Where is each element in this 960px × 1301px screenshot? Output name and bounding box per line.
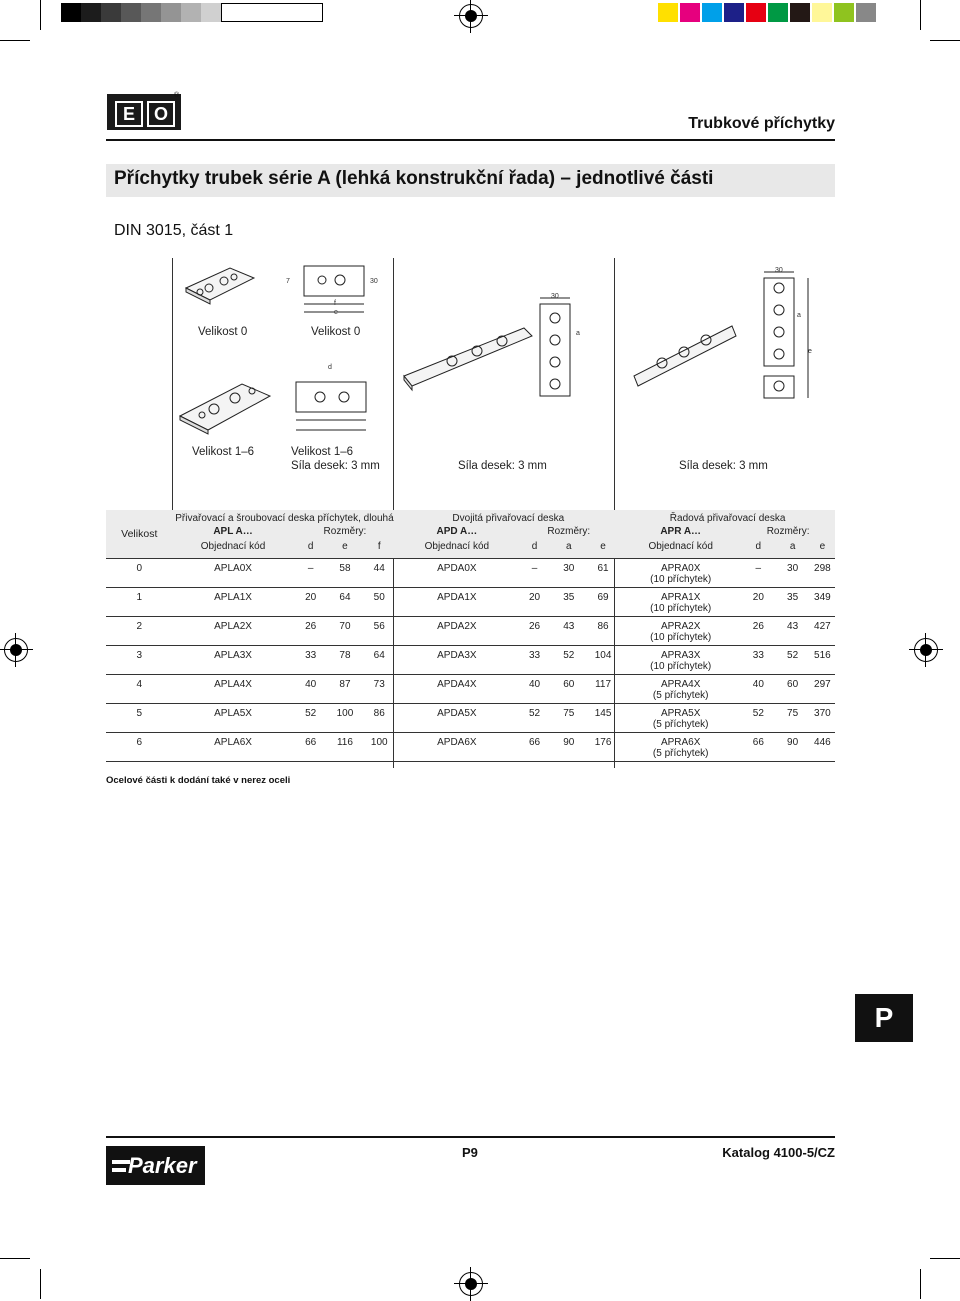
table-row: [106, 703, 835, 732]
cell-apl-e: [328, 558, 362, 587]
size-cell: [106, 616, 173, 645]
cell-apl-d-value: 52: [305, 707, 317, 719]
cell-apl-f-value: 56: [373, 620, 385, 632]
cell-apd-a-value: 43: [563, 620, 575, 632]
cell-apl-f-value: 50: [373, 591, 385, 603]
cell-apd-a-value: 75: [563, 707, 575, 719]
cell-apd-e: [586, 587, 620, 616]
cell-apl-value: APLA6X: [214, 736, 252, 748]
gray-swatch: [81, 3, 101, 22]
cell-apd-e: [586, 616, 620, 645]
cell-apl-e: [328, 703, 362, 732]
cell-apr: [620, 616, 741, 645]
table-row: [106, 732, 835, 761]
section-tab: P: [855, 994, 913, 1042]
cell-apl-d-value: 26: [305, 620, 317, 632]
group-header-apd: Dvojitá přivařovací deska: [452, 513, 565, 524]
cell-apd-a-value: 35: [563, 591, 575, 603]
cell-apl-f: [362, 703, 396, 732]
cell-apl-d: [294, 587, 328, 616]
cell-apl-value: APLA5X: [214, 707, 252, 719]
apr-package-note: (5 příchytek): [652, 689, 709, 701]
gray-swatch: [201, 3, 221, 22]
cell-apl: [173, 645, 294, 674]
apl-dim-header: Rozměry:: [323, 526, 367, 537]
cell-apd: [396, 558, 517, 587]
cell-apr: [620, 645, 741, 674]
cell-apr-e: [810, 558, 835, 587]
cell-apr-e: [810, 732, 835, 761]
cell-apr-d: [741, 732, 775, 761]
cell-apd-d-value: 26: [528, 620, 541, 632]
cell-apl-e-value: 78: [339, 649, 351, 661]
cell-apl-d: [294, 558, 328, 587]
dim-a-header: a: [566, 541, 572, 552]
size-cell-value: 2: [136, 620, 143, 632]
cell-apr-d-value: –: [755, 562, 762, 574]
cell-apd-d: [517, 645, 551, 674]
gray-swatch: [181, 3, 201, 22]
cell-apl-e-value: 100: [336, 707, 354, 719]
cell-apl-f-value: 86: [373, 707, 385, 719]
cell-apl-e-value: 87: [339, 678, 351, 690]
color-swatch: [812, 3, 832, 22]
cell-apr-value: APRA5X: [660, 707, 701, 719]
cell-apr-d: [741, 703, 775, 732]
color-swatch: [834, 3, 854, 22]
dim-f-header: f: [377, 541, 381, 552]
dim-e-header: e: [819, 541, 826, 552]
crop-mark: [920, 0, 921, 30]
cell-apr-a: [775, 674, 809, 703]
crop-mark: [0, 1258, 30, 1259]
cell-apl-value: APLA1X: [214, 591, 252, 603]
size-cell-value: 0: [136, 562, 143, 574]
color-swatch: [702, 3, 722, 22]
cell-apd-d: [517, 703, 551, 732]
crop-mark: [930, 40, 960, 41]
crop-mark: [920, 1269, 921, 1299]
cell-apd-value: APDA0X: [437, 562, 477, 574]
apr-dim-header: Rozměry:: [766, 526, 810, 537]
gray-swatch: [61, 3, 81, 22]
cell-apr: [620, 558, 741, 587]
thickness-label: Síla desek: 3 mm: [458, 460, 547, 472]
registration-mark-icon: [914, 638, 938, 662]
apl-code-header: APL A…: [213, 526, 253, 537]
cell-apr: [620, 587, 741, 616]
cell-apd-a: [552, 616, 586, 645]
size-label: Velikost 0: [311, 326, 361, 338]
size-cell: [106, 732, 173, 761]
cell-apl-e-value: 58: [339, 562, 351, 574]
footnote: Ocelové části k dodání také v nerez oceli: [106, 775, 291, 786]
dim-label: a: [797, 312, 801, 319]
cell-apr: [620, 703, 741, 732]
apr-package-note: (5 příchytek): [652, 718, 709, 730]
cell-apr-d: [741, 674, 775, 703]
size-cell: [106, 645, 173, 674]
cell-apr-value: APRA2X: [660, 620, 701, 632]
cell-apr-a-value: 43: [787, 620, 799, 632]
cell-apd-d-value: 66: [528, 736, 541, 748]
cell-apd-a: [552, 558, 586, 587]
cell-apl: [173, 558, 294, 587]
cell-apd: [396, 645, 517, 674]
cell-apl-d: [294, 616, 328, 645]
catalog-number: Katalog 4100-5/CZ: [722, 1145, 835, 1160]
cell-apl-f: [362, 616, 396, 645]
cell-apl-e: [328, 587, 362, 616]
header-rule: [106, 139, 835, 141]
cell-apr-a-value: 35: [787, 591, 799, 603]
page-number: P9: [462, 1145, 478, 1160]
crop-mark: [40, 1269, 41, 1299]
cell-apd-a: [552, 587, 586, 616]
cell-apd-d-value: 52: [528, 707, 541, 719]
crop-mark: [0, 40, 30, 41]
cell-apl: [173, 732, 294, 761]
size-cell: [106, 587, 173, 616]
color-swatch: [790, 3, 810, 22]
cell-apd: [396, 616, 517, 645]
dim-label: e: [808, 348, 812, 355]
size-cell-value: 1: [136, 591, 143, 603]
technical-drawings: [172, 258, 835, 510]
cell-apl-f-value: 100: [370, 736, 388, 748]
cell-apr-value: APRA6X: [660, 736, 701, 748]
cell-apr-value: APRA0X: [660, 562, 701, 574]
cell-apr-d: [741, 645, 775, 674]
dim-label: d: [328, 364, 332, 371]
cell-apd-a-value: 52: [563, 649, 575, 661]
cell-apr-e: [810, 645, 835, 674]
cell-apr-d-value: 33: [752, 649, 764, 661]
cell-apd-value: APDA1X: [437, 591, 477, 603]
parker-brand: Parker: [128, 1153, 197, 1178]
cell-apr-a-value: 52: [787, 649, 799, 661]
cell-apd-d: [517, 616, 551, 645]
cell-apd-e-value: 86: [597, 620, 609, 632]
thickness-label: Síla desek: 3 mm: [679, 460, 768, 472]
dim-label: a: [576, 330, 580, 337]
size-cell: [106, 703, 173, 732]
apr-package-note: (10 příchytek): [650, 573, 712, 585]
dimensions-table: [106, 510, 835, 762]
color-swatch: [768, 3, 788, 22]
cell-apd-d-value: 20: [528, 591, 541, 603]
cell-apd-e: [586, 645, 620, 674]
cell-apl-d-value: 40: [305, 678, 317, 690]
cell-apr-e: [810, 587, 835, 616]
parker-logo-stripe: [112, 1168, 126, 1172]
cell-apd-e-value: 61: [597, 562, 609, 574]
cell-apl-f: [362, 674, 396, 703]
order-code-header: Objednací kód: [648, 541, 713, 552]
apr-package-note: (10 příchytek): [650, 660, 712, 672]
gray-swatch: [121, 3, 141, 22]
cell-apl-e-value: 70: [339, 620, 351, 632]
dim-d-header: d: [307, 541, 314, 552]
cell-apr-a-value: 30: [787, 562, 799, 574]
cell-apd-a-value: 60: [563, 678, 575, 690]
cell-apr-a: [775, 703, 809, 732]
size-label: Velikost 0: [198, 326, 248, 338]
cell-apr-d-value: 66: [752, 736, 764, 748]
title-band: [106, 164, 835, 197]
cell-apd: [396, 732, 517, 761]
logo-letter-e: E: [115, 101, 143, 127]
table-row: [106, 587, 835, 616]
cell-apl-d-value: –: [307, 562, 314, 574]
thickness-label: Síla desek: 3 mm: [291, 460, 380, 472]
dim-label: f: [334, 300, 336, 307]
group-header-apl: Přivařovací a šroubovací deska příchytek, dlouhá: [175, 513, 394, 524]
cell-apr-e-value: 446: [814, 736, 831, 748]
dim-e-header: e: [600, 541, 606, 552]
cell-apd-e-value: 176: [594, 736, 612, 748]
apd-code-header: APD A…: [436, 526, 478, 537]
cell-apd-value: APDA5X: [437, 707, 477, 719]
cell-apl-value: APLA0X: [214, 562, 252, 574]
eo-logo: [107, 94, 181, 130]
crop-mark: [40, 0, 41, 30]
size-cell-value: 3: [136, 649, 143, 661]
col-velikost: Velikost: [121, 527, 158, 540]
cell-apd-e: [586, 674, 620, 703]
cell-apd-a-value: 30: [563, 562, 575, 574]
size-cell-value: 5: [136, 707, 143, 719]
cell-apr-a: [775, 558, 809, 587]
registered-mark: ®: [174, 92, 180, 99]
cell-apr-a-value: 75: [787, 707, 799, 719]
order-code-header: Objednací kód: [424, 541, 490, 552]
size-cell: [106, 674, 173, 703]
size-cell-value: 4: [136, 678, 143, 690]
dim-label: 30: [370, 278, 378, 285]
cell-apr-a: [775, 645, 809, 674]
footer-rule: [106, 1136, 835, 1138]
cell-apd-a-value: 90: [563, 736, 575, 748]
cell-apd-a: [552, 674, 586, 703]
cell-apr-a-value: 90: [787, 736, 799, 748]
cell-apd-e-value: 117: [595, 678, 612, 690]
color-swatch: [746, 3, 766, 22]
cell-apr-a: [775, 732, 809, 761]
cell-apl: [173, 674, 294, 703]
cell-apr-d-value: 20: [752, 591, 764, 603]
color-swatch: [724, 3, 744, 22]
cell-apl-f-value: 73: [373, 678, 385, 690]
cell-apr-a: [775, 616, 809, 645]
cell-apd-e: [586, 703, 620, 732]
cell-apl-value: APLA2X: [214, 620, 252, 632]
order-code-header: Objednací kód: [200, 541, 266, 552]
cell-apr-value: APRA3X: [660, 649, 701, 661]
cell-apd: [396, 674, 517, 703]
cell-apl-e: [328, 616, 362, 645]
cell-apl-f: [362, 645, 396, 674]
color-swatch: [856, 3, 876, 22]
cell-apd-a: [552, 645, 586, 674]
cell-apl-d-value: 20: [305, 591, 317, 603]
cell-apd-d: [517, 674, 551, 703]
cell-apl-value: APLA3X: [214, 649, 252, 661]
size-cell-value: 6: [136, 736, 143, 748]
dim-label: 7: [286, 278, 290, 285]
apr-package-note: (5 příchytek): [652, 747, 709, 759]
cell-apd-e-value: 69: [597, 591, 609, 603]
cell-apl-f-value: 44: [373, 562, 385, 574]
cell-apr: [620, 732, 741, 761]
cell-apd: [396, 703, 517, 732]
cell-apd-e-value: 104: [594, 649, 612, 661]
cell-apl-e-value: 64: [339, 591, 351, 603]
crop-mark: [930, 1258, 960, 1259]
cell-apl-value: APLA4X: [214, 678, 252, 690]
size-label: Velikost 1–6: [192, 446, 255, 458]
cell-apl-d-value: 33: [305, 649, 317, 661]
table-row: [106, 645, 835, 674]
cell-apr-e-value: 298: [814, 562, 831, 574]
parker-logo: [106, 1146, 205, 1185]
registration-mark-icon: [459, 4, 483, 28]
table-row: [106, 674, 835, 703]
cell-apr-e: [810, 703, 835, 732]
size-label: Velikost 1–6: [291, 446, 354, 458]
cell-apr-d: [741, 587, 775, 616]
cell-apl-e: [328, 732, 362, 761]
cell-apr-e-value: 516: [814, 649, 831, 661]
cell-apr-value: APRA4X: [660, 678, 701, 690]
apr-package-note: (10 příchytek): [650, 631, 712, 643]
cell-apd-a: [552, 732, 586, 761]
cell-apr-d-value: 52: [752, 707, 764, 719]
cell-apr-e-value: 349: [814, 591, 831, 603]
cell-apr-e: [810, 674, 835, 703]
cell-apl-d: [294, 732, 328, 761]
cell-apl-e-value: 116: [336, 736, 353, 748]
apd-dim-header: Rozměry:: [547, 526, 591, 537]
standard-label: DIN 3015, část 1: [114, 222, 234, 239]
color-swatch: [658, 3, 678, 22]
gray-swatch: [221, 3, 323, 22]
cell-apd-d-value: –: [531, 562, 538, 574]
cell-apr-d: [741, 616, 775, 645]
cell-apd-value: APDA2X: [437, 620, 477, 632]
cell-apd-value: APDA3X: [437, 649, 477, 661]
apr-code-header: APR A…: [660, 526, 702, 537]
dim-label: 30: [775, 267, 783, 274]
cell-apd-value: APDA4X: [437, 678, 477, 690]
cell-apl-d-value: 66: [305, 736, 317, 748]
cell-apl-e: [328, 645, 362, 674]
cell-apl-d: [294, 703, 328, 732]
dim-label: 30: [551, 293, 559, 300]
cell-apd-e: [586, 732, 620, 761]
cell-apl: [173, 587, 294, 616]
logo-letter-o: O: [147, 101, 175, 127]
cell-apl-d: [294, 645, 328, 674]
cell-apr-e-value: 427: [814, 620, 831, 632]
cell-apr: [620, 674, 741, 703]
cell-apr-e: [810, 616, 835, 645]
cell-apr-d-value: 40: [752, 678, 764, 690]
cell-apd-d-value: 33: [528, 649, 541, 661]
cell-apl: [173, 616, 294, 645]
cell-apl-f: [362, 587, 396, 616]
cell-apr-d: [741, 558, 775, 587]
dim-d-header: d: [531, 541, 538, 552]
cell-apd-e-value: 145: [594, 707, 612, 719]
cell-apl-f-value: 64: [373, 649, 385, 661]
registration-mark-icon: [459, 1272, 483, 1296]
cell-apd-d: [517, 587, 551, 616]
cell-apl-f: [362, 558, 396, 587]
dim-d-header: d: [755, 541, 762, 552]
table-row: [106, 558, 835, 587]
cell-apl: [173, 703, 294, 732]
cell-apr-value: APRA1X: [660, 591, 701, 603]
cell-apd-value: APDA6X: [437, 736, 477, 748]
dim-e-header: e: [342, 541, 348, 552]
cell-apd-d-value: 40: [528, 678, 541, 690]
group-header-apr: Řadová přivařovací deska: [669, 513, 786, 524]
page-title: Příchytky trubek série A (lehká konstrukční řada) – jednotlivé části: [114, 168, 714, 189]
gray-swatch: [141, 3, 161, 22]
dim-a-header: a: [789, 541, 796, 552]
cell-apd-d: [517, 558, 551, 587]
cell-apl-d: [294, 674, 328, 703]
cell-apr-a: [775, 587, 809, 616]
cell-apl-e: [328, 674, 362, 703]
color-swatch: [680, 3, 700, 22]
section-title: Trubkové příchytky: [688, 115, 835, 132]
cell-apr-e-value: 297: [814, 678, 831, 690]
cell-apd-e: [586, 558, 620, 587]
cell-apr-d-value: 26: [752, 620, 764, 632]
dim-label: e: [334, 309, 338, 316]
cell-apd-d: [517, 732, 551, 761]
table-row: [106, 616, 835, 645]
cell-apr-a-value: 60: [787, 678, 799, 690]
cell-apl-f: [362, 732, 396, 761]
cell-apd-a: [552, 703, 586, 732]
registration-mark-icon: [4, 638, 28, 662]
size-cell: [106, 558, 173, 587]
cell-apd: [396, 587, 517, 616]
gray-swatch: [101, 3, 121, 22]
apr-package-note: (10 příchytek): [650, 602, 712, 614]
cell-apr-e-value: 370: [814, 707, 831, 719]
gray-swatch: [161, 3, 181, 22]
